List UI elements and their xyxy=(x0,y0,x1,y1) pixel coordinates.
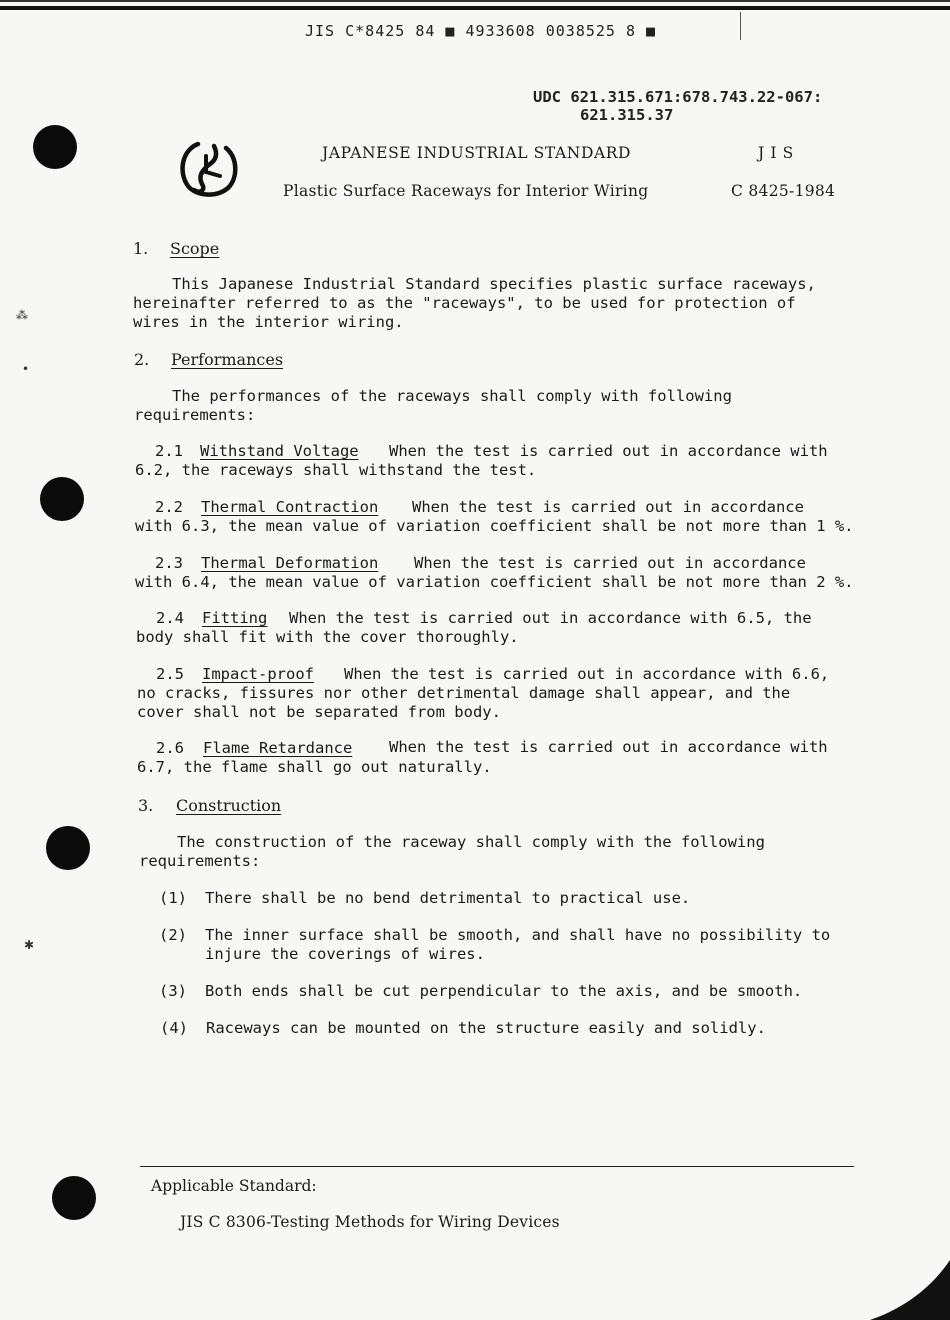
page-corner-shadow xyxy=(870,1260,950,1320)
item-number: 2.6 xyxy=(156,739,184,757)
item-title: Thermal Deformation xyxy=(201,554,379,572)
scope-line: This Japanese Industrial Standard specifies plastic surface raceways, xyxy=(172,275,816,293)
scan-speck: ⁂ xyxy=(16,308,28,322)
item-number: 2.5 xyxy=(156,665,184,683)
performances-intro: The performances of the raceways shall comply with following xyxy=(172,387,732,405)
item-number: 2.2 xyxy=(155,498,183,516)
item-text: When the test is carried out in accordance xyxy=(414,554,806,572)
item-text: When the test is carried out in accordance with 6.5, the xyxy=(289,609,812,627)
binder-hole xyxy=(52,1176,96,1220)
item-text: When the test is carried out in accordance with xyxy=(389,442,828,460)
header-code-line: JIS C*8425 84 ■ 4933608 0038525 8 ■ xyxy=(305,22,657,40)
scan-speck: • xyxy=(22,362,30,376)
construction-item-number: (4) xyxy=(160,1019,188,1037)
construction-heading: Construction xyxy=(176,796,282,815)
footer-rule xyxy=(140,1166,854,1167)
performances-heading: Performances xyxy=(171,350,284,369)
construction-item-number: (3) xyxy=(159,982,187,1000)
construction-item-text: There shall be no bend detrimental to practical use. xyxy=(205,889,691,907)
binder-hole xyxy=(40,477,84,521)
item-text: cover shall not be separated from body. xyxy=(137,703,501,721)
item-title: Impact-proof xyxy=(202,665,314,683)
construction-intro: The construction of the raceway shall comply with the following xyxy=(177,833,765,851)
construction-item-text: The inner surface shall be smooth, and shall have no possibility to xyxy=(205,926,831,944)
header-divider xyxy=(740,12,741,40)
construction-item-number: (2) xyxy=(159,926,187,944)
document-title: Plastic Surface Raceways for Interior Wiring xyxy=(283,182,649,200)
item-text: with 6.4, the mean value of variation coefficient shall be not more than 2 %. xyxy=(135,573,854,591)
construction-intro: requirements: xyxy=(139,852,261,870)
item-text: When the test is carried out in accordance with xyxy=(389,738,828,756)
jis-mark: J I S xyxy=(758,144,794,162)
udc-line-1: UDC 621.315.671:678.743.22-067: xyxy=(533,88,823,106)
construction-item-text: Raceways can be mounted on the structure easily and solidly. xyxy=(206,1019,766,1037)
item-text: body shall fit with the cover thoroughly. xyxy=(136,628,519,646)
scope-line: wires in the interior wiring. xyxy=(133,313,404,331)
item-number: 2.3 xyxy=(155,554,183,572)
item-text: no cracks, fissures nor other detrimental damage shall appear, and the xyxy=(137,684,791,702)
construction-number: 3. xyxy=(138,796,154,815)
jis-logo-icon xyxy=(176,136,240,200)
construction-item-text: injure the coverings of wires. xyxy=(205,945,485,963)
scope-heading: Scope xyxy=(170,239,220,258)
item-text: 6.2, the raceways shall withstand the test. xyxy=(135,461,537,479)
item-text: with 6.3, the mean value of variation coefficient shall be not more than 1 %. xyxy=(135,517,854,535)
top-edge-line xyxy=(0,6,950,10)
item-text: When the test is carried out in accordance xyxy=(412,498,804,516)
top-edge-shadow xyxy=(0,0,950,2)
udc-line-2: 621.315.37 xyxy=(580,106,674,124)
applicable-standard-label: Applicable Standard: xyxy=(151,1177,317,1195)
scope-line: hereinafter referred to as the "raceways", to be used for protection of xyxy=(133,294,796,312)
scope-number: 1. xyxy=(133,239,149,258)
item-title: Withstand Voltage xyxy=(200,442,359,460)
construction-item-text: Both ends shall be cut perpendicular to the axis, and be smooth. xyxy=(205,982,803,1000)
binder-hole xyxy=(33,125,77,169)
item-text: 6.7, the flame shall go out naturally. xyxy=(137,758,492,776)
item-text: When the test is carried out in accordance with 6.6, xyxy=(344,665,830,683)
item-title: Fitting xyxy=(202,609,268,627)
applicable-standard-value: JIS C 8306-Testing Methods for Wiring Devices xyxy=(180,1213,560,1231)
standard-number: C 8425-1984 xyxy=(731,182,836,200)
item-number: 2.1 xyxy=(155,442,183,460)
item-number: 2.4 xyxy=(156,609,184,627)
performances-intro: requirements: xyxy=(134,406,256,424)
standard-name: JAPANESE INDUSTRIAL STANDARD xyxy=(322,144,632,162)
performances-number: 2. xyxy=(134,350,150,369)
scan-speck: ✱ xyxy=(24,938,35,952)
item-title: Flame Retardance xyxy=(203,739,353,757)
construction-item-number: (1) xyxy=(159,889,187,907)
binder-hole xyxy=(46,826,90,870)
item-title: Thermal Contraction xyxy=(201,498,379,516)
